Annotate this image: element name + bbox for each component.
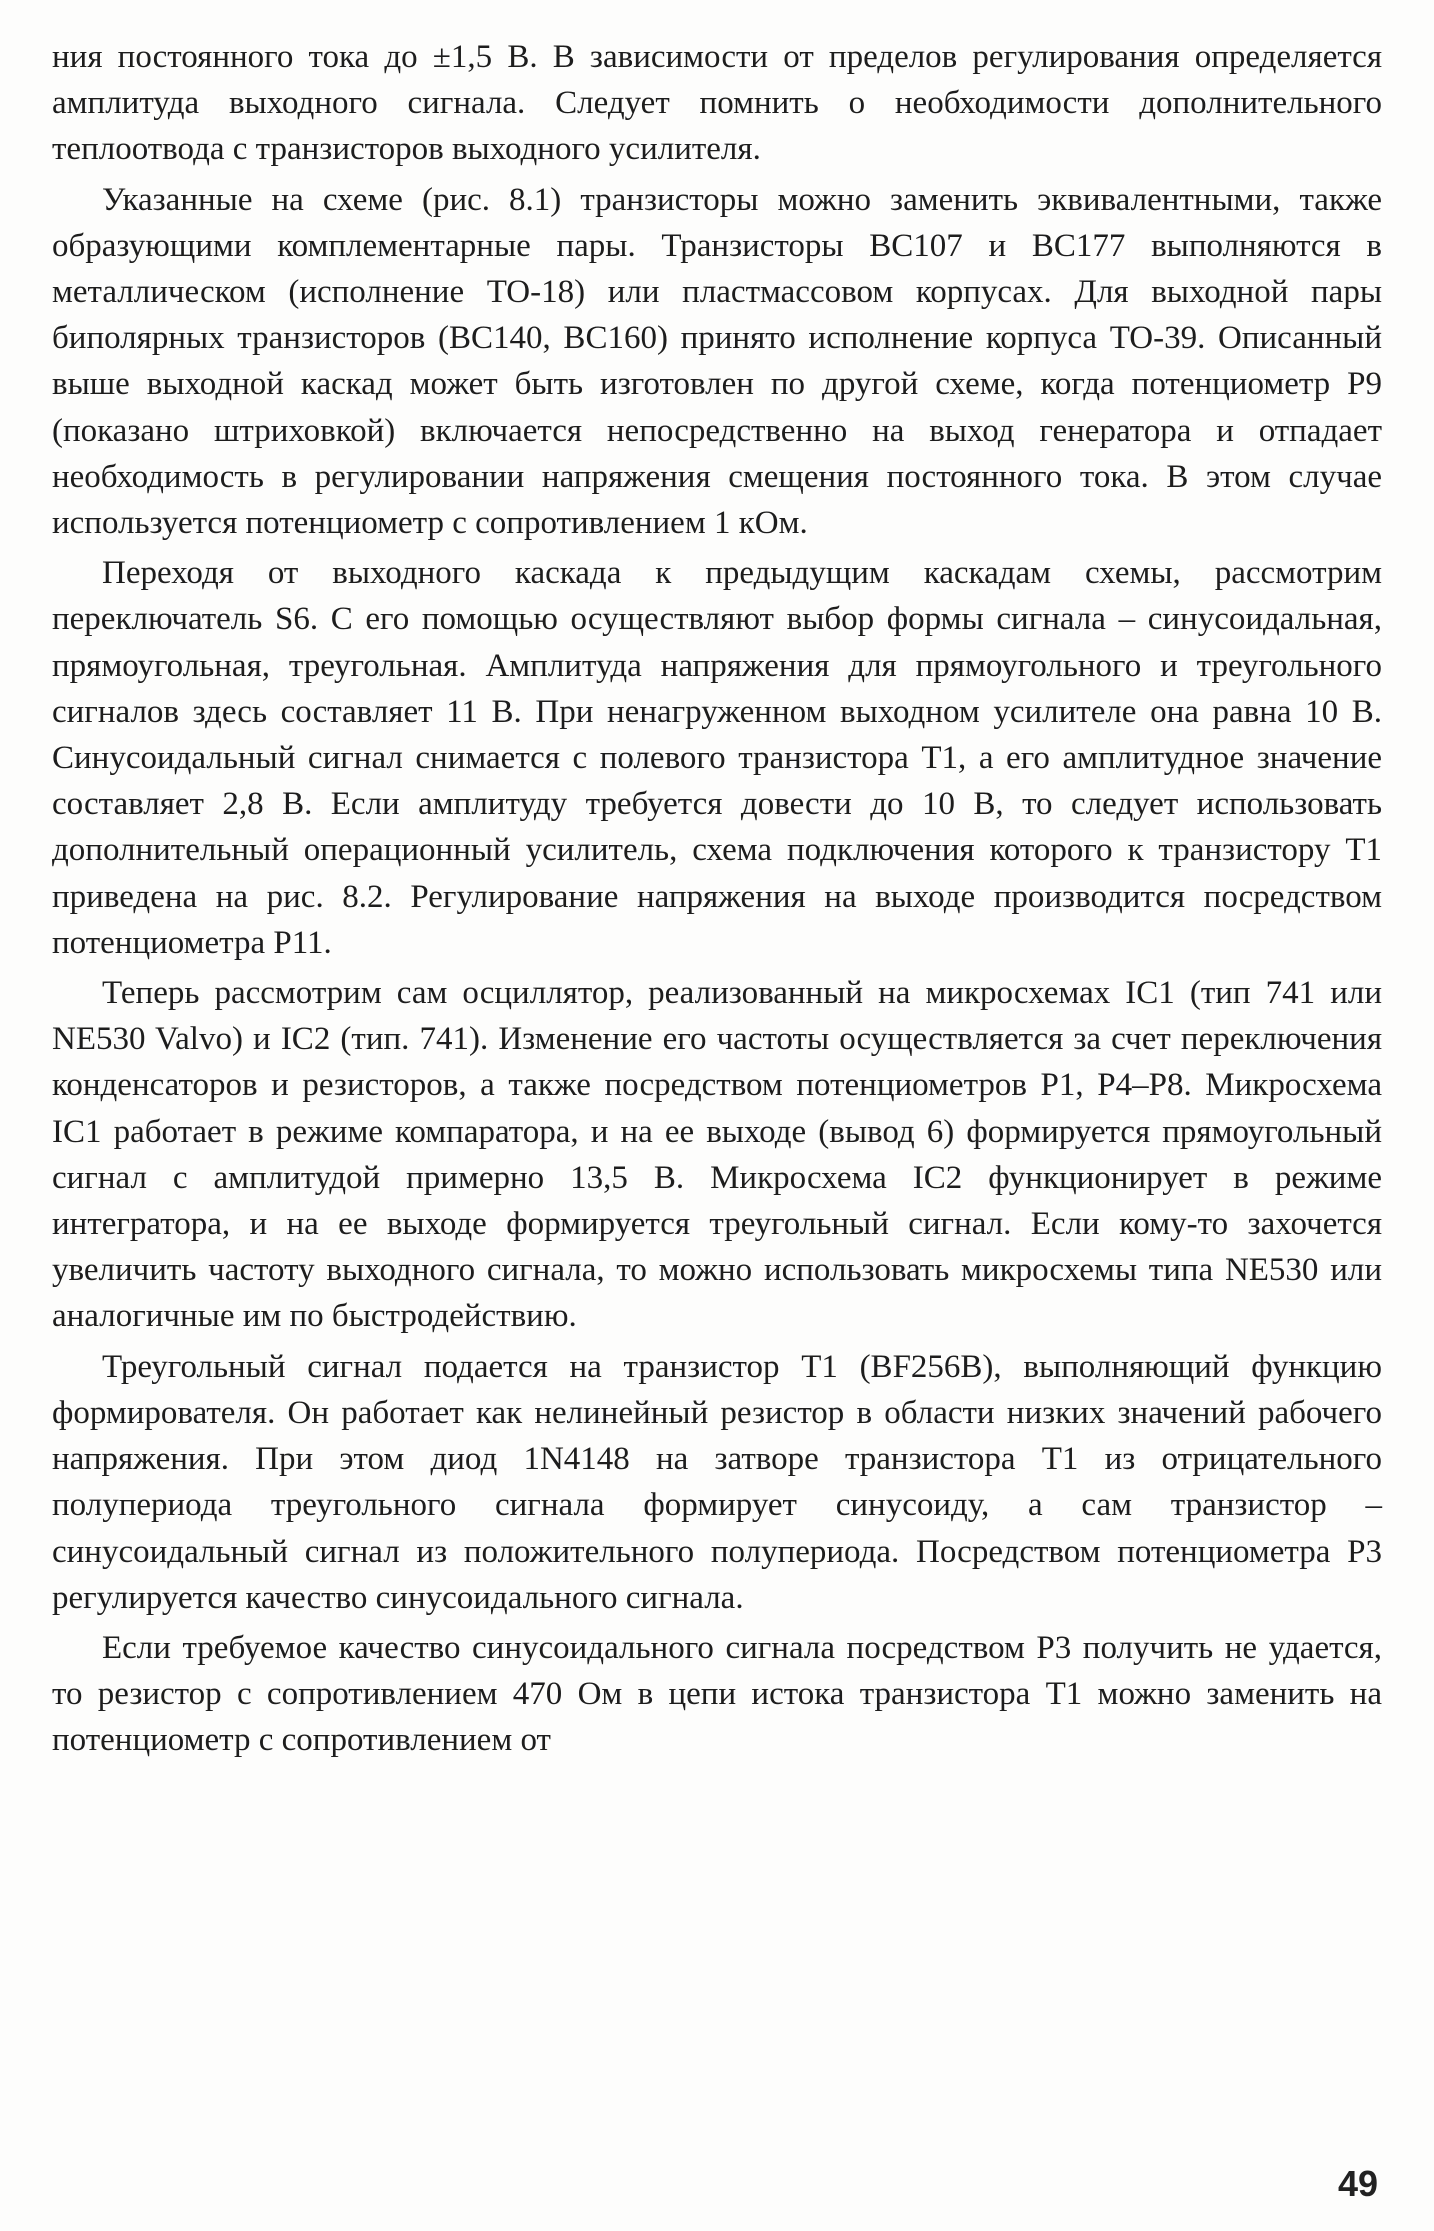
paragraph-1: ния постоянного тока до ±1,5 В. В зависимости от пределов регулирования определяется амплитуда выходного сигнала. Следует помнить о необходимости дополнительного теплоотвода с транзисторов выходного усилителя.: [52, 39, 1382, 168]
paragraph-3: Переходя от выходного каскада к предыдущим каскадам схемы, рассмотрим переключатель S6. С его помощью осуществляют выбор формы сигнала – синусоидальная, прямоугольная, треугольная. Амплитуда напряжения для прямоугольного и треугольного сигналов здесь составляет 11 В. При ненагруженном выходном усилителе она равна 10 В. Синусоидальный сигнал снимается с полевого транзистора T1, а его амплитудное значение составляет 2,8 В. Если амплитуду требуется довести до 10 В, то следует использовать дополнительный операционный усилитель, схема подключения которого к транзистору T1 приведена на рис. 8.2. Регулирование напряжения на выходе производится посредством потенциометра P11.: [52, 555, 1382, 961]
paragraph-4: Теперь рассмотрим сам осциллятор, реализованный на микросхемах IC1 (тип 741 или NE530 Valvo) и IC2 (тип. 741). Изменение его частоты осуществляется за счет переключения конденсаторов и резисторов, а также посредством потенциометров P1, P4–P8. Микросхема IC1 работает в режиме компаратора, и на ее выходе (вывод 6) формируется прямоугольный сигнал с амплитудой примерно 13,5 В. Микросхема IC2 функционирует в режиме интегратора, и на ее выходе формируется треугольный сигнал. Если кому-то захочется увеличить частоту выходного сигнала, то можно использовать микросхемы типа NE530 или аналогичные им по быстродействию.: [52, 975, 1382, 1335]
page-number: 49: [1337, 2163, 1378, 2204]
body-text: [52, 34, 1382, 1764]
paragraph-5: Треугольный сигнал подается на транзистор T1 (BF256B), выполняющий функцию формирователя. Он работает как нелинейный резистор в области низких значений рабочего напряжения. При этом диод 1N4148 на затворе транзистора T1 из отрицательного полупериода треугольного сигнала формирует синусоиду, а сам транзистор – синусоидальный сигнал из положительного полупериода. Посредством потенциометра P3 регулируется качество синусоидального сигнала.: [52, 1348, 1382, 1616]
paragraph-6: Если требуемое качество синусоидального сигнала посредством P3 получить не удается, то резистор с сопротивлением 470 Ом в цепи истока транзистора T1 можно заменить на потенциометр с сопротивлением от: [52, 1629, 1382, 1759]
paragraph-2: Указанные на схеме (рис. 8.1) транзисторы можно заменить эквивалентными, также образующими комплементарные пары. Транзисторы BC107 и BC177 выполняются в металлическом (исполнение TO-18) или пластмассовом корпусах. Для выходной пары биполярных транзисторов (BC140, BC160) принято исполнение корпуса TO-39. Описанный выше выходной каскад может быть изготовлен по другой схеме, когда потенциометр P9 (показано штриховкой) включается непосредственно на выход генератора и отпадает необходимость в регулировании напряжения смещения постоянного тока. В этом случае используется потенциометр с сопротивлением 1 кОм.: [52, 181, 1382, 542]
